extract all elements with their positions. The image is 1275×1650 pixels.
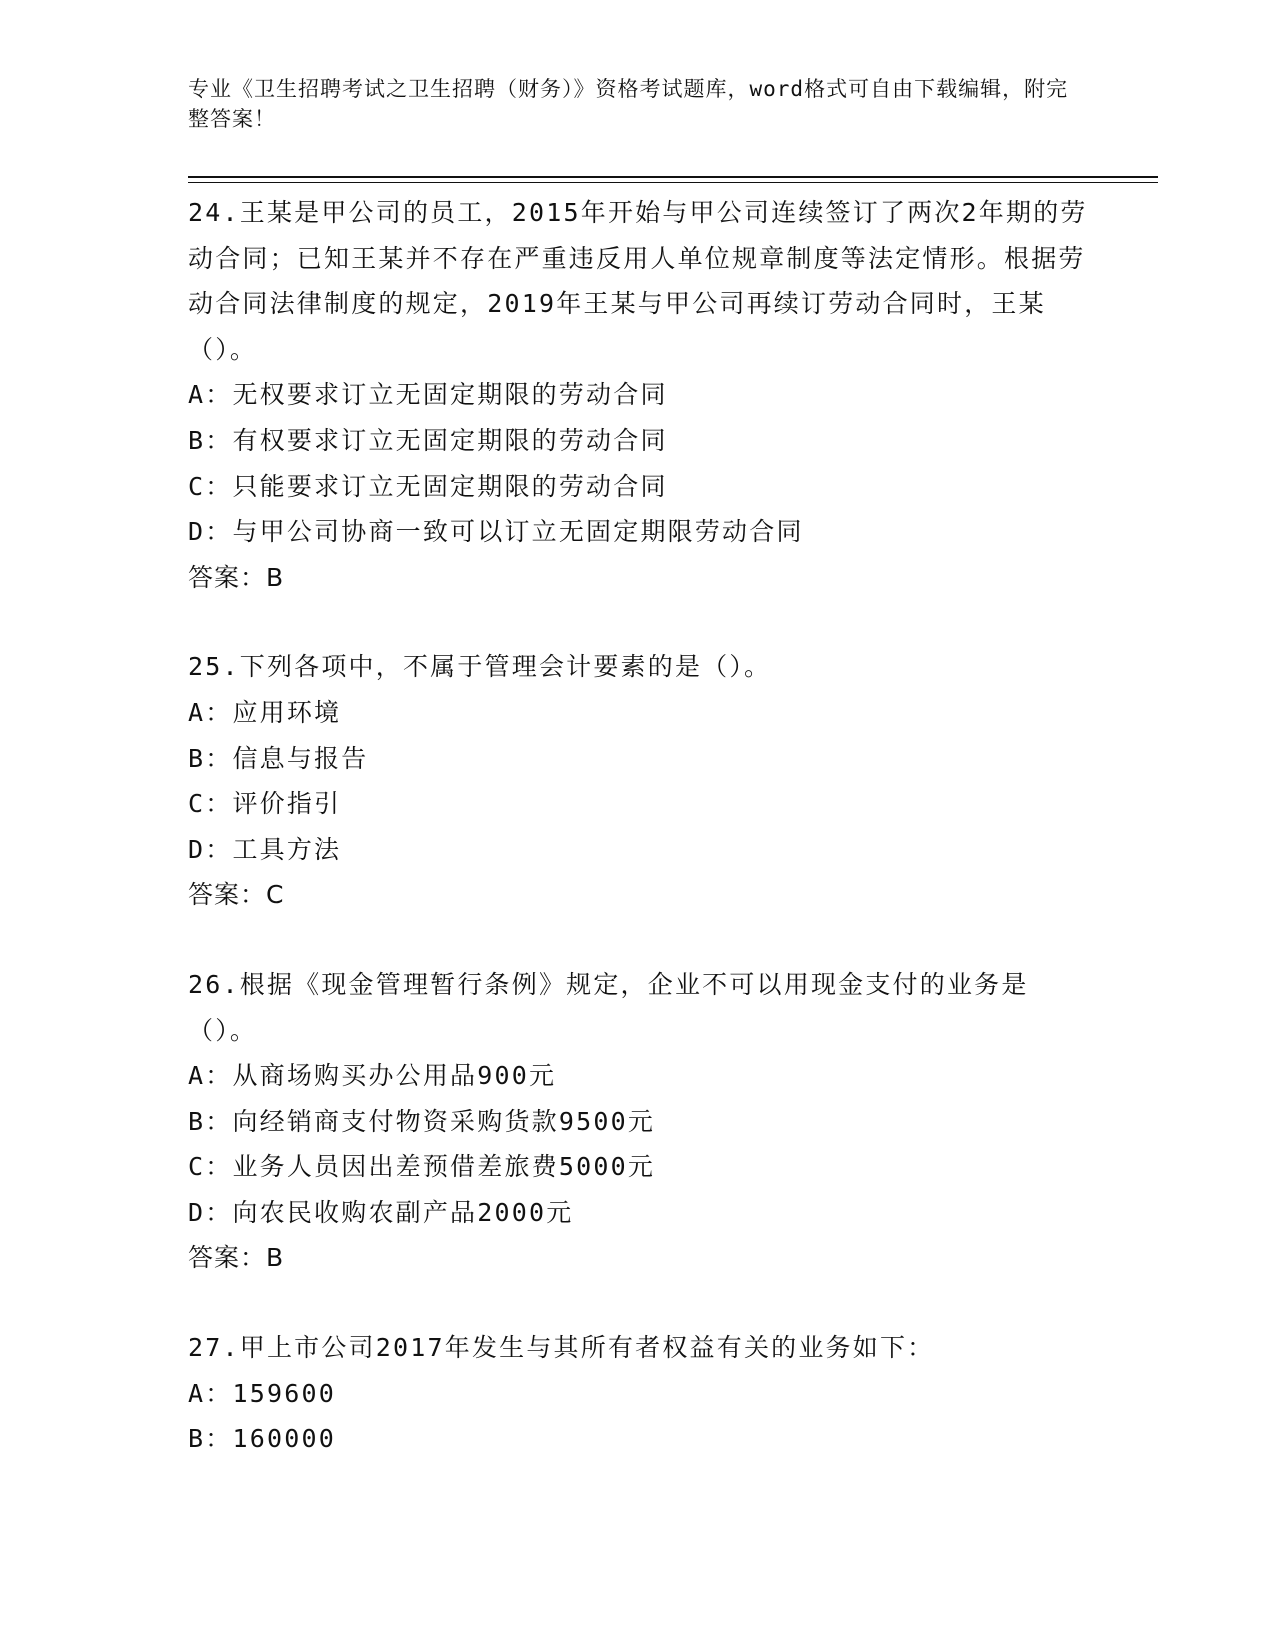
question-25 [188,644,1088,918]
question-27 [188,1325,1088,1462]
option-d: D：向农民收购农副产品2000元 [188,1197,574,1227]
question-26 [188,962,1088,1281]
option-d: D：与甲公司协商一致可以订立无固定期限劳动合同 [188,517,804,547]
question-24 [188,190,1088,600]
option-a: A：从商场购买办公用品900元 [188,1061,557,1091]
question-stem: 24.王某是甲公司的员工，2015年开始与甲公司连续签订了两次2年期的劳动合同；已知王某并不存在严重违反用人单位规章制度等法定情形。根据劳动合同法律制度的规定，2019年王某与甲公司再续订劳动合同时，王某（）。 [188,198,1088,364]
option-a: A：159600 [188,1378,336,1408]
question-list [188,190,1088,1506]
option-c: C：业务人员因出差预借差旅费5000元 [188,1152,656,1182]
option-b: B：信息与报告 [188,743,369,773]
question-stem: 27.甲上市公司2017年发生与其所有者权益有关的业务如下： [188,1333,935,1363]
question-stem: 26.根据《现金管理暂行条例》规定，企业不可以用现金支付的业务是（）。 [188,969,1029,1045]
option-a: A：应用环境 [188,697,342,727]
option-c: C：评价指引 [188,789,342,819]
option-c: C：只能要求订立无固定期限的劳动合同 [188,471,668,501]
document-header: 专业《卫生招聘考试之卫生招聘（财务）》资格考试题库，word格式可自由下载编辑，附完整答案！ [188,77,1069,131]
option-b: B：有权要求订立无固定期限的劳动合同 [188,425,668,455]
option-d: D：工具方法 [188,834,342,864]
header-divider-thick [188,176,1158,178]
option-b: B：向经销商支付物资采购货款9500元 [188,1106,656,1136]
question-stem: 25.下列各项中，不属于管理会计要素的是（）。 [188,652,772,682]
answer-line: 答案：C [188,880,285,910]
answer-line: 答案：B [188,562,285,592]
option-a: A：无权要求订立无固定期限的劳动合同 [188,380,668,410]
answer-line: 答案：B [188,1243,285,1273]
option-b: B：160000 [188,1424,336,1454]
header-divider-thin [188,182,1158,183]
